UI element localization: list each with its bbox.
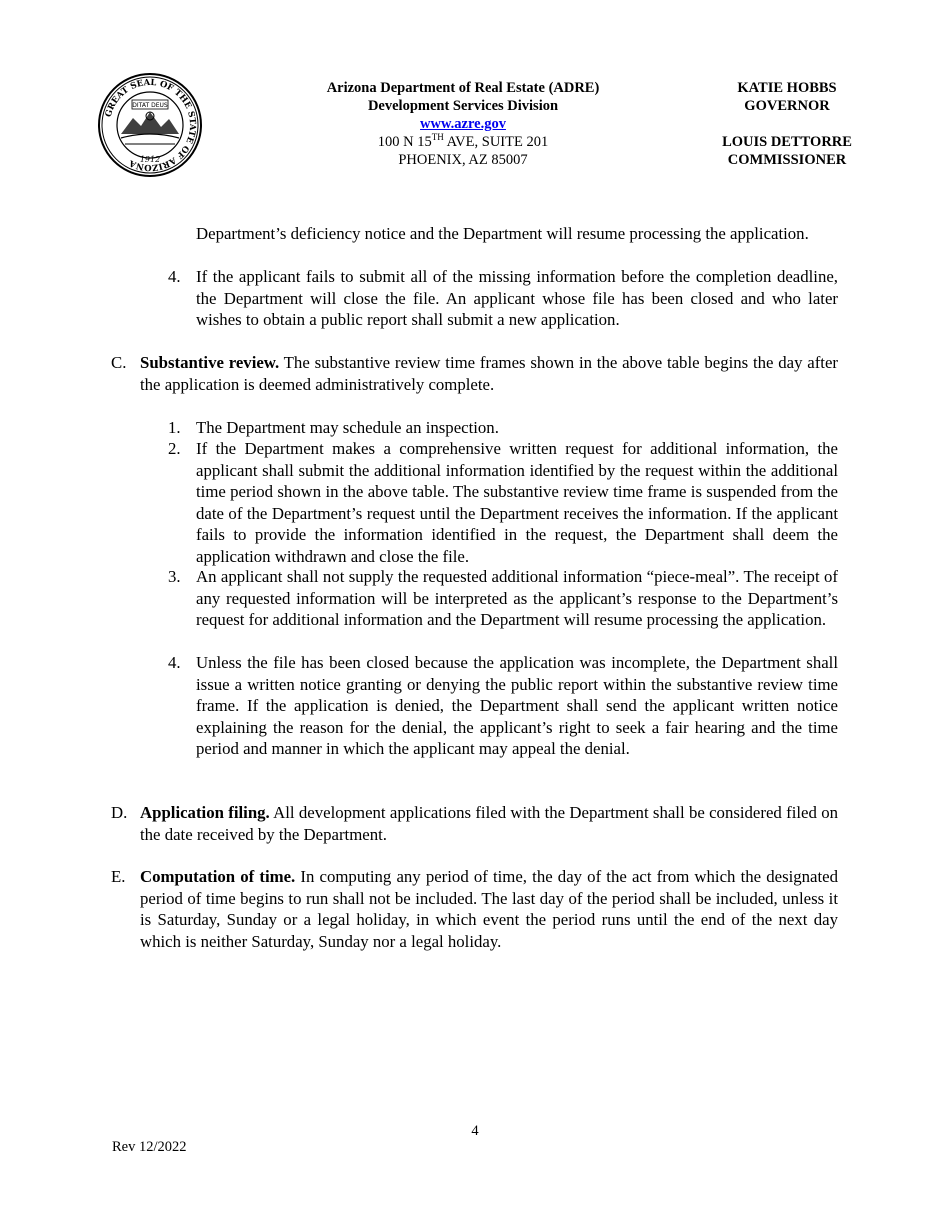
list-item-text: An applicant shall not supply the requested additional information “piece-meal”. The receipt of any requested information will be interpreted as the applicant’s response to the Department’s request for additional information and the Department will resume processing the application. (196, 567, 838, 629)
governor-title: GOVERNOR (744, 98, 830, 114)
section-letter: D. (111, 803, 128, 822)
section-c-paragraph: Substantive review. The substantive review time frames shown in the above table begins the day after the application is deemed administratively complete. (140, 353, 838, 394)
list-item-text: If the Department makes a comprehensive written request for additional information, the applicant shall submit the additional information identified by the request within the additional time period shown in the above table. The substantive review time frame is suspended from the date of the Department’s request until the Department receives the information. If the applicant fails to provide the information identified in the request, the Department shall deem the application withdrawn and close the file. (196, 439, 838, 566)
seal-ring-text: GREAT SEAL OF THE STATE OF ARIZONA (103, 77, 198, 173)
section-title: Computation of time. (140, 867, 296, 886)
seal-motto: DITAT DEUS (132, 102, 168, 109)
agency-header (292, 79, 634, 169)
list-number: 1. (168, 418, 181, 437)
state-seal-logo (97, 72, 203, 178)
street-address: 100 N 15TH AVE, SUITE 201 (377, 132, 549, 150)
agency-name: Arizona Department of Real Estate (ADRE) (326, 80, 600, 96)
division-name: Development Services Division (367, 98, 559, 114)
governor-name: KATIE HOBBS (737, 80, 837, 96)
commissioner-title: COMMISSIONER (727, 152, 847, 168)
section-e-paragraph: Computation of time. In computing any period of time, the day of the act from which the designated period of time begins to run shall not be included. The last day of the period shall be included, unless it is Saturday, Sunday or a legal holiday, in which event the period runs until the end of the next day which is neither Saturday, Sunday nor a legal holiday. (140, 867, 838, 951)
commissioner-name: LOUIS DETTORRE (722, 134, 852, 150)
list-item-text: The Department may schedule an inspection. (196, 418, 499, 437)
list-number: 4. (168, 653, 181, 672)
city-address: PHOENIX, AZ 85007 (398, 152, 528, 168)
website-link[interactable]: www.azre.gov (420, 116, 506, 132)
section-letter: C. (111, 353, 127, 372)
list-number: 4. (168, 267, 181, 286)
section-letter: E. (111, 867, 126, 886)
section-title: Substantive review. (140, 353, 280, 372)
page-number: 4 (471, 1123, 479, 1139)
continued-paragraph: Department’s deficiency notice and the Department will resume processing the application. (196, 224, 809, 243)
section-title: Application filing. (140, 803, 270, 822)
officials-block (706, 79, 868, 169)
list-number: 2. (168, 439, 181, 458)
seal-year: 1912 (139, 155, 161, 164)
revision-date: Rev 12/2022 (112, 1139, 187, 1155)
section-d-paragraph: Application filing. All development applications filed with the Department shall be considered filed on the date received by the Department. (140, 803, 838, 844)
list-item-text: Unless the file has been closed because the application was incomplete, the Department shall issue a written notice granting or denying the public report within the substantive review time frame. If the application is denied, the Department shall send the applicant written notice explaining the reason for the denial, the applicant’s right to seek a fair hearing and the time period and manner in which the applicant may appeal the denial. (196, 653, 838, 758)
list-item-text: If the applicant fails to submit all of the missing information before the completion deadline, the Department will close the file. An applicant whose file has been closed and who later wishes to obtain a public report shall submit a new application. (196, 267, 838, 329)
list-number: 3. (168, 567, 181, 586)
